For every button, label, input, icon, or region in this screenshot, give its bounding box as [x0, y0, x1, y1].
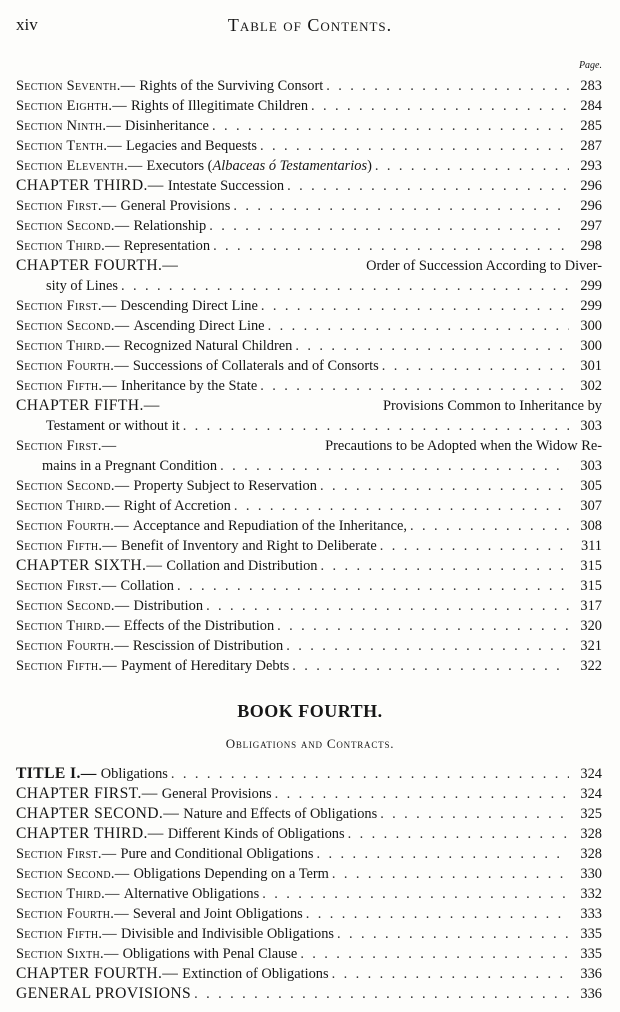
entry-title — [325, 436, 602, 456]
entry-title — [124, 336, 293, 356]
entry-title-text: Collation — [120, 578, 175, 594]
entry-page: 320 — [580, 618, 602, 634]
entry-title-italic: Albaceas ó Testamentarios — [212, 158, 368, 174]
entry-title-text: Divisible and Indivisible Obligations — [120, 926, 335, 942]
entry-label: Section Third.— — [16, 498, 120, 514]
dot-leader — [268, 316, 569, 336]
dot-leader — [380, 536, 569, 556]
entry-page: 330 — [580, 866, 602, 882]
entry-label: Section Seventh.— — [16, 78, 136, 94]
toc-entry — [16, 824, 602, 844]
entry-title-text: Collation and Distribution — [166, 558, 318, 574]
entry-page: 336 — [580, 966, 602, 982]
entry-title-text: Successions of Collaterals and of Consorts — [132, 358, 379, 374]
entry-page: 335 — [580, 946, 602, 962]
entry-page: 298 — [580, 238, 602, 254]
dot-leader — [306, 904, 569, 924]
entry-title-text: Relationship — [133, 218, 207, 234]
dot-leader — [261, 296, 569, 316]
entry-title-text: Disinheritance — [125, 118, 209, 134]
entry-title-text: General Provisions — [161, 786, 272, 802]
dot-leader — [183, 416, 569, 436]
toc-entry — [16, 844, 602, 864]
entry-title — [120, 196, 230, 216]
entry-page: 296 — [580, 178, 602, 194]
toc-entry — [16, 196, 602, 216]
entry-title-text: Right of Accretion — [123, 498, 231, 514]
entry-title — [166, 556, 317, 576]
entry-title — [131, 96, 308, 116]
entry-page: 307 — [580, 498, 602, 514]
dot-leader — [209, 216, 569, 236]
toc-entry — [16, 236, 602, 256]
entry-page: 303 — [580, 458, 602, 474]
entry-label: Section Fifth.— — [16, 926, 117, 942]
entry-title-text: Pure and Conditional Obligations — [120, 846, 314, 862]
entry-title-text: Rights of Illegitimate Children — [130, 98, 309, 114]
toc-entry — [16, 396, 602, 416]
entry-page: 302 — [580, 378, 602, 394]
entry-title-continued: mains in a Pregnant Condition — [42, 458, 218, 474]
toc-entry — [16, 116, 602, 136]
entry-page: 299 — [580, 298, 602, 314]
entry-label: Section Ninth.— — [16, 118, 122, 134]
entry-title — [366, 256, 602, 276]
entry-page: 332 — [580, 886, 602, 902]
entry-label: Section Fifth.— — [16, 658, 117, 674]
entry-page: 300 — [580, 338, 602, 354]
entry-title-text: Distribution — [133, 598, 204, 614]
dot-leader — [382, 356, 569, 376]
toc-entry — [16, 356, 602, 376]
entry-title-text: Several and Joint Obligations — [132, 906, 303, 922]
entry-title — [101, 764, 168, 784]
entry-page: 321 — [580, 638, 602, 654]
entry-title-continued: Testament or without it — [46, 418, 180, 434]
entry-page: 325 — [580, 806, 602, 822]
entry-title-text: Ascending Direct Line — [133, 318, 265, 334]
entry-page: 315 — [580, 558, 602, 574]
entry-page: 336 — [580, 986, 602, 1002]
entry-title — [126, 136, 257, 156]
dot-leader — [287, 176, 569, 196]
entry-label: Section Third.— — [16, 238, 120, 254]
toc-entry — [16, 316, 602, 336]
toc-entry — [16, 964, 602, 984]
entry-title-text: Obligations — [100, 766, 168, 782]
toc-entry — [16, 96, 602, 116]
entry-title-text: Provisions Common to Inheritance by — [382, 398, 602, 414]
entry-title-text: Acceptance and Repudiation of the Inheritance, — [132, 518, 408, 534]
toc-entry — [16, 516, 602, 536]
entry-page: 301 — [580, 358, 602, 374]
entry-title — [120, 844, 313, 864]
entry-page: 328 — [580, 826, 602, 842]
dot-leader — [311, 96, 569, 116]
entry-title — [168, 176, 284, 196]
entry-title — [134, 316, 265, 336]
entry-title-text: General Provisions — [120, 198, 231, 214]
entry-label: CHAPTER THIRD.— — [16, 177, 164, 194]
entry-title — [120, 576, 174, 596]
entry-page: 293 — [580, 158, 602, 174]
entry-title — [183, 804, 377, 824]
dot-leader — [380, 804, 569, 824]
toc-entry — [16, 296, 602, 316]
dot-leader — [337, 924, 569, 944]
page-column-label: Page. — [578, 60, 602, 71]
entry-label: Section First.— — [16, 578, 117, 594]
book-subheading: Obligations and Contracts. — [225, 736, 395, 751]
entry-page: 324 — [580, 786, 602, 802]
dot-leader — [275, 784, 569, 804]
dot-leader — [286, 636, 569, 656]
entry-label: CHAPTER FIRST.— — [16, 785, 158, 802]
toc-entry — [16, 436, 602, 456]
entry-label: CHAPTER THIRD.— — [16, 825, 164, 842]
entry-title-text: Rescission of Distribution — [132, 638, 284, 654]
dot-leader — [317, 844, 570, 864]
entry-title — [124, 884, 259, 904]
entry-page: 335 — [580, 926, 602, 942]
dot-leader — [320, 476, 569, 496]
toc-entry-continuation — [16, 456, 602, 476]
entry-title — [123, 944, 298, 964]
entry-title-text: Benefit of Inventory and Right to Deliberate — [120, 538, 377, 554]
entry-title — [120, 296, 257, 316]
entry-page: 308 — [580, 518, 602, 534]
toc-entry — [16, 136, 602, 156]
entry-title-text: Obligations Depending on a Term — [133, 866, 329, 882]
entry-title — [134, 216, 207, 236]
entry-label: CHAPTER FIFTH.— — [16, 397, 160, 414]
entry-title-text: Descending Direct Line — [120, 298, 258, 314]
toc-entry — [16, 536, 602, 556]
entry-title-text: Nature and Effects of Obligations — [183, 806, 378, 822]
entry-title-text: Precautions to be Adopted when the Widow Re- — [325, 438, 602, 454]
entry-label: Section Third.— — [16, 338, 120, 354]
entry-page: 297 — [580, 218, 602, 234]
dot-leader — [194, 984, 569, 1004]
dot-leader — [332, 964, 569, 984]
toc-entry-continuation — [16, 416, 602, 436]
dot-leader — [121, 276, 569, 296]
toc-entry — [16, 576, 602, 596]
dot-leader — [177, 576, 569, 596]
toc-entry — [16, 476, 602, 496]
entry-page: 305 — [580, 478, 602, 494]
entry-title-text: Order of Succession According to Diver- — [366, 258, 602, 274]
entry-label: Section First.— — [16, 846, 117, 862]
entry-title — [121, 924, 334, 944]
entry-title-text: Legacies and Bequests — [125, 138, 258, 154]
entry-title — [133, 636, 283, 656]
dot-leader — [234, 496, 569, 516]
entry-label: Section Second.— — [16, 598, 130, 614]
entry-label: CHAPTER FOURTH.— — [16, 257, 179, 274]
page-number: xiv — [16, 15, 38, 34]
entry-title — [139, 76, 323, 96]
toc-entry — [16, 76, 602, 96]
toc-entry — [16, 944, 602, 964]
toc-entry — [16, 804, 602, 824]
entry-page: 328 — [580, 846, 602, 862]
entry-title-text: Representation — [123, 238, 211, 254]
entry-page: 300 — [580, 318, 602, 334]
dot-leader — [410, 516, 569, 536]
entry-label: CHAPTER SIXTH.— — [16, 557, 163, 574]
entry-title — [134, 864, 329, 884]
entry-label: GENERAL PROVISIONS — [16, 985, 192, 1002]
toc-entry — [16, 636, 602, 656]
entry-page: 296 — [580, 198, 602, 214]
entry-title — [124, 616, 274, 636]
toc-entry — [16, 496, 602, 516]
entry-title — [124, 236, 210, 256]
entry-title — [383, 396, 602, 416]
toc-entry — [16, 336, 602, 356]
entry-label: Section Second.— — [16, 866, 130, 882]
entry-label: Section Fourth.— — [16, 638, 129, 654]
entry-title — [168, 824, 345, 844]
dot-leader — [348, 824, 569, 844]
toc-entry — [16, 884, 602, 904]
entry-page: 322 — [580, 658, 602, 674]
toc-part-2 — [16, 764, 602, 1004]
running-head: Table of Contents. — [227, 15, 393, 35]
entry-label: Section Third.— — [16, 618, 120, 634]
entry-label: CHAPTER FOURTH.— — [16, 965, 179, 982]
entry-label: Section Third.— — [16, 886, 120, 902]
dot-leader — [260, 376, 569, 396]
entry-title-text: Different Kinds of Obligations — [167, 826, 345, 842]
entry-title-text: Inheritance by the State — [120, 378, 258, 394]
dot-leader — [277, 616, 569, 636]
entry-page: 283 — [580, 78, 602, 94]
entry-title-text: Recognized Natural Children — [123, 338, 293, 354]
dot-leader — [260, 136, 569, 156]
toc-entry — [16, 984, 602, 1004]
toc-entry — [16, 864, 602, 884]
entry-label: Section Fourth.— — [16, 906, 129, 922]
dot-leader — [206, 596, 569, 616]
entry-page: 315 — [580, 578, 602, 594]
dot-leader — [171, 764, 569, 784]
toc-entry — [16, 256, 602, 276]
toc-entry — [16, 764, 602, 784]
toc-entry — [16, 656, 602, 676]
entry-title — [134, 476, 317, 496]
entry-label: Section Fourth.— — [16, 358, 129, 374]
dot-leader — [326, 76, 569, 96]
entry-page: 303 — [580, 418, 602, 434]
toc-entry — [16, 596, 602, 616]
entry-label: Section Second.— — [16, 218, 130, 234]
entry-title-continued: sity of Lines — [46, 278, 118, 294]
toc-entry — [16, 156, 602, 176]
entry-title-text: Alternative Obligations — [123, 886, 260, 902]
entry-label: Section First.— — [16, 298, 117, 314]
entry-title — [121, 536, 377, 556]
dot-leader — [300, 944, 569, 964]
entry-title — [134, 596, 204, 616]
entry-title-text: Obligations with Penal Clause — [122, 946, 298, 962]
entry-title — [121, 376, 257, 396]
entry-title-text: Extinction of Obligations — [182, 966, 329, 982]
entry-title-text: Executors ( — [146, 158, 213, 174]
toc-entry — [16, 616, 602, 636]
entry-title — [121, 656, 289, 676]
entry-title — [147, 156, 372, 176]
entry-title — [133, 516, 407, 536]
dot-leader — [295, 336, 569, 356]
dot-leader — [212, 116, 569, 136]
entry-label: Section Tenth.— — [16, 138, 122, 154]
entry-label: Section Fifth.— — [16, 378, 117, 394]
entry-page: 317 — [580, 598, 602, 614]
entry-page: 333 — [580, 906, 602, 922]
entry-page: 287 — [580, 138, 602, 154]
entry-title — [133, 356, 379, 376]
entry-label: Section First.— — [16, 438, 117, 454]
dot-leader — [332, 864, 569, 884]
dot-leader — [320, 556, 569, 576]
toc-part-1 — [16, 76, 602, 676]
dot-leader — [262, 884, 569, 904]
toc-entry — [16, 556, 602, 576]
entry-label: Section Second.— — [16, 478, 130, 494]
entry-title — [125, 116, 209, 136]
toc-entry — [16, 176, 602, 196]
entry-title-text: Effects of the Distribution — [123, 618, 275, 634]
toc-entry — [16, 216, 602, 236]
entry-title — [133, 904, 303, 924]
entry-title — [124, 496, 231, 516]
entry-title-text: Payment of Hereditary Debts — [120, 658, 290, 674]
entry-label: Section Eighth.— — [16, 98, 127, 114]
dot-leader — [233, 196, 569, 216]
entry-title — [182, 964, 328, 984]
entry-label: Section First.— — [16, 198, 117, 214]
entry-title — [162, 784, 272, 804]
entry-label: CHAPTER SECOND.— — [16, 805, 180, 822]
entry-title-text-after: ) — [367, 158, 372, 174]
dot-leader — [292, 656, 569, 676]
dot-leader — [213, 236, 569, 256]
toc-entry-continuation — [16, 276, 602, 296]
entry-page: 311 — [580, 538, 602, 554]
entry-label: Section Second.— — [16, 318, 130, 334]
entry-page: 324 — [580, 766, 602, 782]
entry-label: TITLE I.— — [16, 765, 97, 782]
dot-leader — [220, 456, 569, 476]
toc-entry — [16, 904, 602, 924]
toc-entry — [16, 924, 602, 944]
entry-label: Section Fourth.— — [16, 518, 129, 534]
toc-entry — [16, 784, 602, 804]
toc-entry — [16, 376, 602, 396]
entry-label: Section Eleventh.— — [16, 158, 143, 174]
entry-title-text: Rights of the Surviving Consort — [139, 78, 324, 94]
entry-label: Section Sixth.— — [16, 946, 119, 962]
entry-title-text: Intestate Succession — [167, 178, 285, 194]
book-heading: BOOK FOURTH. — [237, 701, 383, 721]
entry-label: Section Fifth.— — [16, 538, 117, 554]
entry-title-text: Property Subject to Reservation — [133, 478, 317, 494]
entry-page: 284 — [580, 98, 602, 114]
entry-page: 285 — [580, 118, 602, 134]
entry-page: 299 — [580, 278, 602, 294]
dot-leader — [375, 156, 569, 176]
